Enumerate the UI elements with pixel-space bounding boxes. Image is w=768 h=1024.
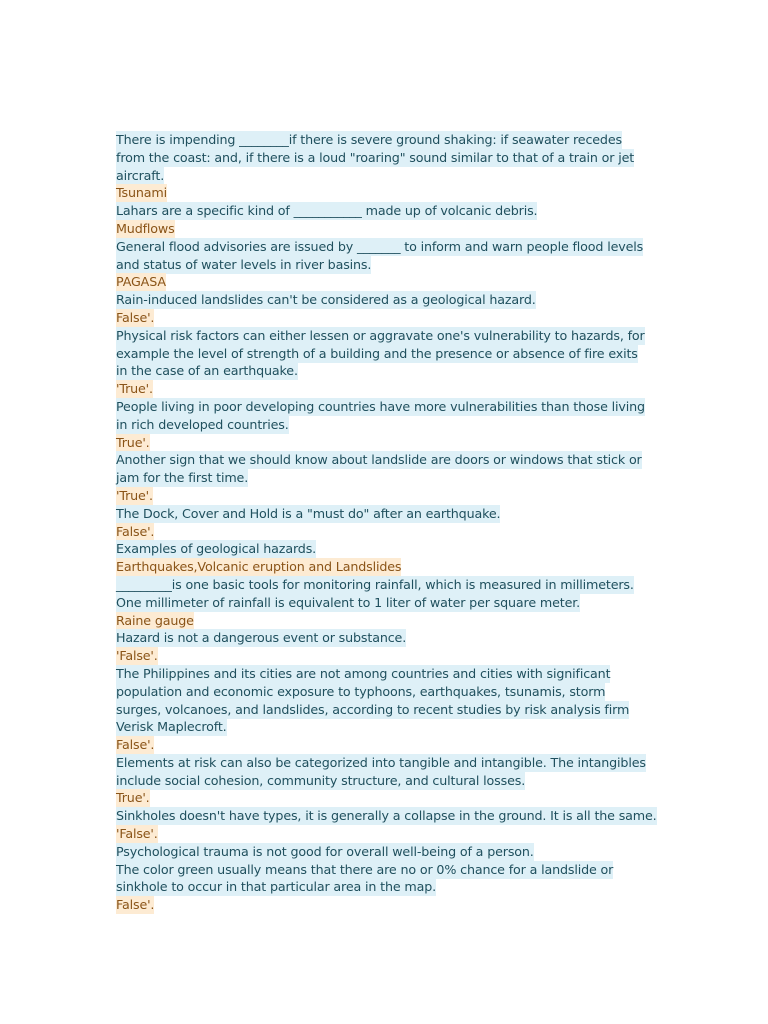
question-line: [116, 131, 661, 149]
answer-text: 'True'.: [116, 381, 153, 397]
answer-line: [116, 736, 661, 754]
answer-line: [116, 184, 661, 202]
answer-line: [116, 220, 661, 238]
answer-text: True'.: [116, 790, 150, 806]
question-text: Sinkholes doesn't have types, it is generally a collapse in the ground. It is all the same.: [116, 808, 657, 824]
answer-line: [116, 789, 661, 807]
question-text: The Dock, Cover and Hold is a "must do" after an earthquake.: [116, 505, 501, 521]
question-line: [116, 594, 661, 612]
answer-text: Raine gauge: [116, 612, 194, 628]
question-line: [116, 167, 661, 185]
answer-text: False'.: [116, 897, 155, 913]
answer-text: PAGASA: [116, 274, 166, 290]
answer-line: [116, 434, 661, 452]
question-text: jam for the first time.: [116, 470, 249, 486]
question-text: from the coast: and, if there is a loud "roaring" sound similar to that of a train or jet: [116, 149, 635, 165]
question-line: [116, 398, 661, 416]
question-text: in rich developed countries.: [116, 416, 289, 432]
question-text: Elements at risk can also be categorized into tangible and intangible. The intangibles: [116, 754, 646, 770]
question-line: [116, 701, 661, 719]
answer-text: 'False'.: [116, 648, 158, 664]
question-line: [116, 345, 661, 363]
question-text: The Philippines and its cities are not among countries and cities with significant: [116, 665, 611, 681]
question-text: example the level of strength of a building and the presence or absence of fire exits: [116, 345, 638, 361]
question-line: [116, 291, 661, 309]
question-line: [116, 469, 661, 487]
question-line: [116, 576, 661, 594]
question-text: Physical risk factors can either lessen or aggravate one's vulnerability to hazards, for: [116, 327, 645, 343]
question-text: sinkhole to occur in that particular area in the map.: [116, 879, 437, 895]
question-line: [116, 718, 661, 736]
answer-line: [116, 380, 661, 398]
answer-text: Tsunami: [116, 185, 167, 201]
question-text: There is impending ________if there is severe ground shaking: if seawater recedes: [116, 132, 622, 147]
question-line: [116, 416, 661, 434]
answer-line: [116, 309, 661, 327]
question-text: Lahars are a specific kind of ___________ made up of volcanic debris.: [116, 203, 538, 219]
question-text: General flood advisories are issued by _______ to inform and warn people flood levels: [116, 238, 644, 254]
question-line: [116, 807, 661, 825]
question-line: [116, 451, 661, 469]
question-text: and status of water levels in river basins.: [116, 256, 372, 272]
answer-line: [116, 558, 661, 576]
question-line: [116, 629, 661, 647]
question-line: [116, 754, 661, 772]
question-text: Verisk Maplecroft.: [116, 719, 227, 735]
question-text: The color green usually means that there are no or 0% chance for a landslide or: [116, 861, 614, 877]
question-line: [116, 878, 661, 896]
answer-line: [116, 487, 661, 505]
question-line: [116, 238, 661, 256]
question-line: [116, 256, 661, 274]
question-text: population and economic exposure to typhoons, earthquakes, tsunamis, storm: [116, 683, 606, 699]
answer-line: [116, 647, 661, 665]
question-text: Hazard is not a dangerous event or substance.: [116, 630, 407, 646]
question-line: [116, 327, 661, 345]
question-text: _________is one basic tools for monitoring rainfall, which is measured in millimeters.: [116, 576, 634, 592]
question-text: One millimeter of rainfall is equivalent to 1 liter of water per square meter.: [116, 594, 581, 610]
answer-text: True'.: [116, 434, 150, 450]
question-text: in the case of an earthquake.: [116, 363, 298, 379]
answer-text: Earthquakes,Volcanic eruption and Landslides: [116, 559, 402, 575]
answer-text: False'.: [116, 523, 155, 539]
question-line: [116, 665, 661, 683]
question-line: [116, 683, 661, 701]
question-text: Another sign that we should know about landslide are doors or windows that stick or: [116, 452, 642, 468]
question-text: aircraft.: [116, 167, 165, 183]
question-text: Rain-induced landslides can't be considered as a geological hazard.: [116, 292, 536, 308]
answer-text: False'.: [116, 737, 155, 753]
question-line: [116, 772, 661, 790]
question-text: Psychological trauma is not good for overall well-being of a person.: [116, 843, 534, 859]
answer-line: [116, 825, 661, 843]
answer-line: [116, 896, 661, 914]
question-text: include social cohesion, community structure, and cultural losses.: [116, 772, 526, 788]
answer-line: [116, 523, 661, 541]
question-text: surges, volcanoes, and landslides, according to recent studies by risk analysis firm: [116, 701, 630, 717]
question-line: [116, 843, 661, 861]
question-line: [116, 540, 661, 558]
question-line: [116, 362, 661, 380]
answer-line: [116, 273, 661, 291]
question-line: [116, 861, 661, 879]
question-line: [116, 149, 661, 167]
answer-text: False'.: [116, 309, 155, 325]
question-line: [116, 505, 661, 523]
question-text: Examples of geological hazards.: [116, 541, 317, 557]
answer-line: [116, 612, 661, 630]
answer-text: Mudflows: [116, 220, 175, 236]
answer-text: 'False'.: [116, 826, 158, 842]
answer-text: 'True'.: [116, 487, 153, 503]
question-text: People living in poor developing countries have more vulnerabilities than those living: [116, 398, 645, 414]
question-line: [116, 202, 661, 220]
document-body: [116, 131, 661, 914]
